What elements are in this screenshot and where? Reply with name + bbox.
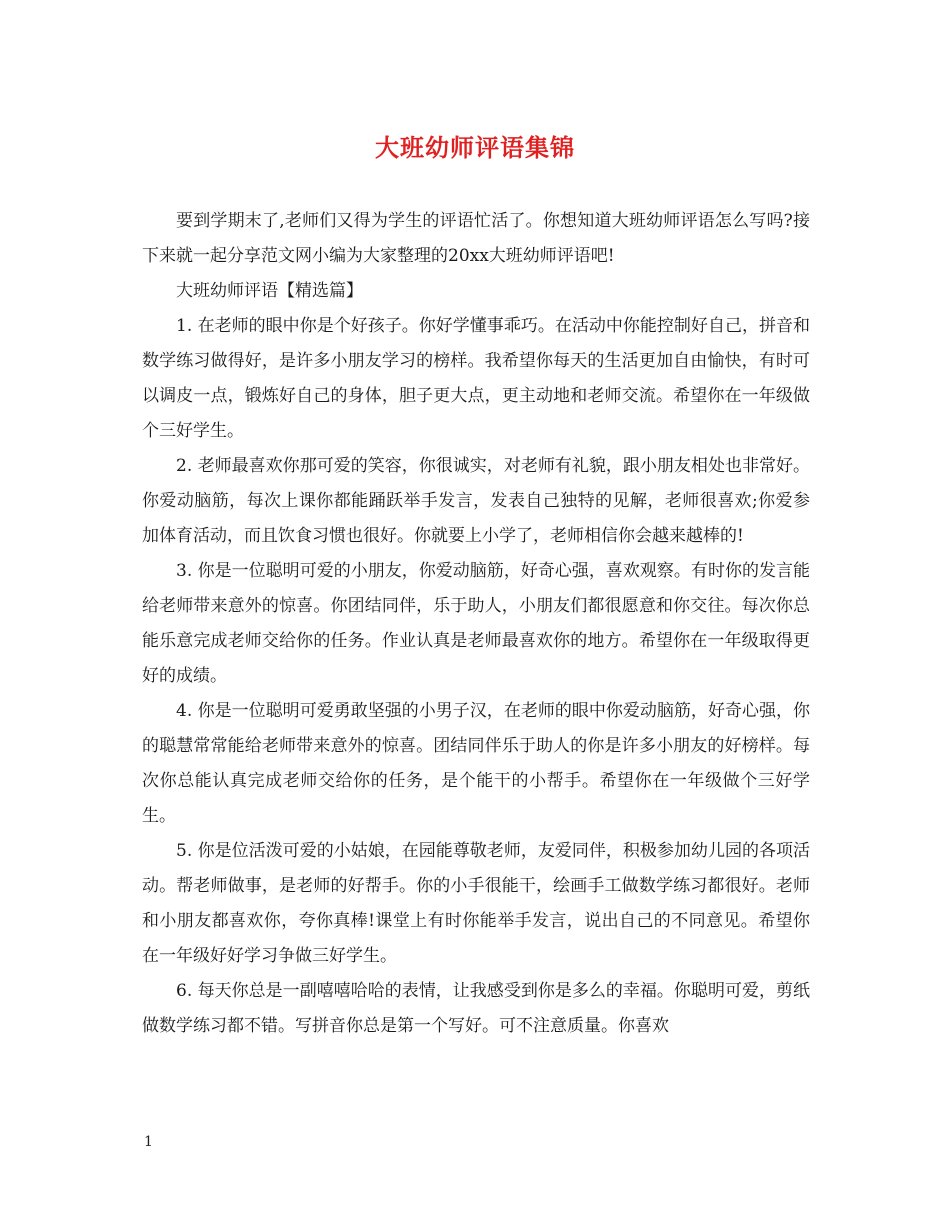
section-heading: 大班幼师评语【精选篇】 xyxy=(176,281,363,301)
comment-paragraph-2: 2. 老师最喜欢你那可爱的笑容，你很诚实，对老师有礼貌，跟小朋友相处也非常好。你爱动脑筋，每次上课你都能踊跃举手发言，发表自己独特的见解，老师很喜欢;你爱参加体育活动，而且饮食习惯也很好。你就要上小学了，老师相信你会越来越棒的! xyxy=(142,456,810,546)
comment-paragraph-5: 5. 你是位活泼可爱的小姑娘，在园能尊敬老师，友爱同伴，积极参加幼儿园的各项活动。帮老师做事，是老师的好帮手。你的小手很能干，绘画手工做数学练习都很好。老师和小朋友都喜欢你，夸你真棒!课堂上有时你能举手发言，说出自己的不同意见。希望你在一年级好好学习争做三好学生。 xyxy=(142,841,810,966)
comment-paragraph-1: 1. 在老师的眼中你是个好孩子。你好学懂事乖巧。在活动中你能控制好自己，拼音和数学练习做得好，是许多小朋友学习的榜样。我希望你每天的生活更加自由愉快，有时可以调皮一点，锻炼好自己的身体，胆子更大点，更主动地和老师交流。希望你在一年级做个三好学生。 xyxy=(142,316,810,441)
comment-paragraph-6: 6. 每天你总是一副嘻嘻哈哈的表情，让我感受到你是多么的幸福。你聪明可爱，剪纸做数学练习都不错。写拼音你总是第一个写好。可不注意质量。你喜欢 xyxy=(142,981,810,1036)
document-body xyxy=(142,204,810,1044)
comment-paragraph-3: 3. 你是一位聪明可爱的小朋友，你爱动脑筋，好奇心强，喜欢观察。有时你的发言能给老师带来意外的惊喜。你团结同伴，乐于助人，小朋友们都很愿意和你交往。每次你总能乐意完成老师交给你的任务。作业认真是老师最喜欢你的地方。希望你在一年级取得更好的成绩。 xyxy=(142,561,810,686)
intro-paragraph: 要到学期末了,老师们又得为学生的评语忙活了。你想知道大班幼师评语怎么写吗?接下来就一起分享范文网小编为大家整理的20xx大班幼师评语吧! xyxy=(142,211,810,266)
page-number: 1 xyxy=(144,1134,153,1150)
document-title: 大班幼师评语集锦 xyxy=(375,133,575,162)
comment-paragraph-4: 4. 你是一位聪明可爱勇敢坚强的小男子汉，在老师的眼中你爱动脑筋，好奇心强，你的聪慧常常能给老师带来意外的惊喜。团结同伴乐于助人的你是许多小朋友的好榜样。每次你总能认真完成老师交给你的任务，是个能干的小帮手。希望你在一年级做个三好学生。 xyxy=(142,701,810,826)
